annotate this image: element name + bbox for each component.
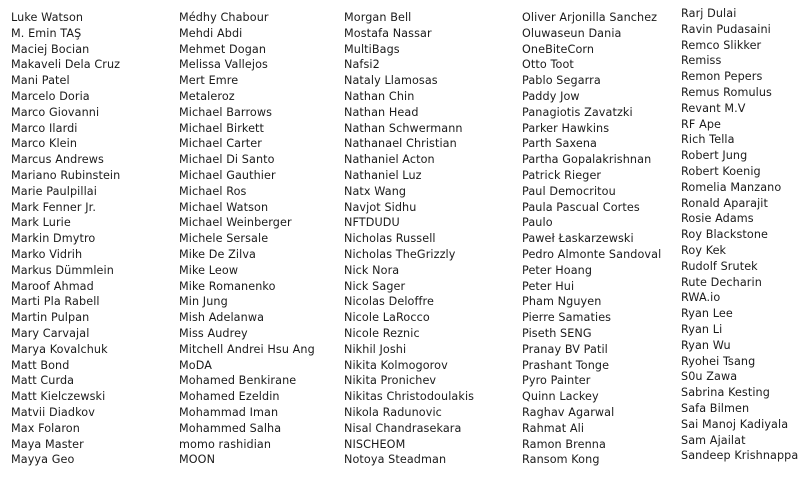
name-entry: Rarj Dulai — [681, 7, 737, 20]
name-entry: Roy Kek — [681, 243, 727, 257]
name-entry: Michael Gauthier — [179, 168, 276, 182]
name-entry: Oliver Arjonilla Sanchez — [522, 11, 658, 24]
name-entry: Pyro Painter — [522, 374, 591, 388]
name-entry: Nick Nora — [344, 263, 400, 277]
name-entry: Otto Toot — [522, 58, 574, 72]
name-entry: Panagiotis Zavatzki — [522, 105, 633, 119]
name-entry: Marya Kovalchuk — [11, 342, 108, 356]
name-entry: Melissa Vallejos — [179, 58, 268, 72]
name-entry: Nathan Head — [344, 105, 419, 119]
name-entry: Matt Curda — [11, 374, 75, 388]
name-entry: Maroof Ahmad — [11, 279, 94, 293]
name-entry: Ransom Kong — [522, 453, 600, 467]
name-entry: Parth Saxena — [522, 137, 597, 151]
name-entry: S0u Zawa — [681, 370, 738, 384]
name-entry: Médhy Chabour — [179, 11, 269, 24]
name-entry: Nick Sager — [344, 279, 406, 293]
names-column-1 — [11, 10, 120, 468]
name-entry: Mohammed Salha — [179, 421, 282, 435]
name-entry: Nataly Llamosas — [344, 74, 438, 88]
name-entry: Morgan Bell — [344, 11, 412, 24]
name-entry: Mark Lurie — [11, 216, 71, 230]
name-entry: Nicole Reznic — [344, 326, 420, 340]
name-entry: Maya Master — [11, 437, 84, 451]
name-entry: Mohamed Ezeldin — [179, 390, 280, 404]
name-entry: MOON — [179, 453, 216, 467]
name-entry: Nikola Radunovic — [344, 405, 442, 419]
name-entry: Miss Audrey — [179, 326, 248, 340]
name-entry: Marko Vidrih — [11, 247, 83, 261]
name-entry: Mohamed Benkirane — [179, 374, 297, 388]
name-entry: NISCHEOM — [344, 437, 406, 451]
name-entry: Ryohei Tsang — [681, 354, 756, 368]
name-entry: Nathaniel Luz — [344, 168, 422, 182]
name-entry: Patrick Rieger — [522, 168, 602, 182]
name-entry: Marco Ilardi — [11, 121, 78, 135]
name-entry: Pierre Samaties — [522, 311, 612, 325]
name-entry: Nathaniel Acton — [344, 153, 435, 167]
name-entry: Mohammad Iman — [179, 405, 279, 419]
name-entry: Nisal Chandrasekara — [344, 421, 462, 435]
names-column-5 — [681, 6, 798, 464]
name-entry: Michael Carter — [179, 137, 262, 151]
name-entry: Paweł Łaskarzewski — [522, 232, 634, 246]
name-entry: Sam Ajailat — [681, 433, 746, 447]
name-entry: Marie Paulpillai — [11, 184, 97, 198]
name-entry: Ryan Wu — [681, 338, 731, 352]
name-entry: Nathan Schwermann — [344, 121, 463, 135]
name-entry: Safa Bilmen — [681, 401, 750, 415]
name-entry: RWA.io — [681, 291, 721, 305]
name-entry: Ryan Lee — [681, 307, 733, 321]
names-column-3 — [344, 10, 474, 468]
name-entry: Rich Tella — [681, 133, 735, 147]
name-entry: Mehmet Dogan — [179, 42, 267, 56]
name-entry: Partha Gopalakrishnan — [522, 153, 652, 167]
name-entry: Makaveli Dela Cruz — [11, 58, 121, 72]
name-entry: Peter Hui — [522, 279, 575, 293]
name-entry: Michael Ros — [179, 184, 247, 198]
name-entry: Romelia Manzano — [681, 180, 782, 194]
name-entry: Nicolas Deloffre — [344, 295, 434, 309]
names-column-4 — [522, 10, 661, 468]
name-entry: Natx Wang — [344, 184, 407, 198]
name-entry: Mitchell Andrei Hsu Ang — [179, 342, 315, 356]
name-entry: Nikita Kolmogorov — [344, 358, 448, 372]
name-entry: Navjot Sidhu — [344, 200, 417, 214]
name-entry: Sai Manoj Kadiyala — [681, 417, 789, 431]
name-entry: Marti Pla Rabell — [11, 295, 100, 309]
name-entry: RF Ape — [681, 117, 722, 131]
name-entry: Ryan Li — [681, 322, 723, 336]
name-entry: Michael Watson — [179, 200, 269, 214]
name-entry: Michael Di Santo — [179, 153, 275, 167]
name-entry: Michele Sersale — [179, 232, 269, 246]
name-entry: Marco Giovanni — [11, 105, 100, 119]
name-entry: Michael Barrows — [179, 105, 273, 119]
name-entry: Mary Carvajal — [11, 326, 90, 340]
name-entry: Remus Romulus — [681, 85, 772, 99]
name-entry: Remco Slikker — [681, 38, 762, 52]
name-entry: Nikita Pronichev — [344, 374, 437, 388]
name-entry: Luke Watson — [11, 11, 84, 24]
name-entry: Michael Birkett — [179, 121, 265, 135]
name-entry: Matvii Diadkov — [11, 405, 95, 419]
name-entry: Quinn Lackey — [522, 390, 599, 404]
name-entry: Rahmat Ali — [522, 421, 585, 435]
name-entry: Markin Dmytro — [11, 232, 96, 246]
name-entry: M. Emin TAŞ — [11, 26, 82, 40]
name-entry: Markus Dümmlein — [11, 263, 114, 277]
name-entry: Mayya Geo — [11, 453, 75, 467]
name-entry: Prashant Tonge — [522, 358, 610, 372]
name-entry: MultiBags — [344, 42, 400, 56]
name-entry: Matt Bond — [11, 358, 70, 372]
name-entry: Paula Pascual Cortes — [522, 200, 640, 214]
name-entry: Pham Nguyen — [522, 295, 602, 309]
name-entry: Mish Adelanwa — [179, 311, 265, 325]
name-entry: Mike Romanenko — [179, 279, 276, 293]
name-entry: Paulo — [522, 216, 553, 230]
name-entry: Ravin Pudasaini — [681, 22, 771, 36]
name-entry: Max Folaron — [11, 421, 80, 435]
name-entry: Sandeep Krishnappa — [681, 449, 799, 463]
name-entry: Marcus Andrews — [11, 153, 104, 167]
name-entry: Mariano Rubinstein — [11, 168, 121, 182]
name-entry: Mehdi Abdi — [179, 26, 243, 40]
names-column-2 — [179, 10, 315, 468]
name-entry: Matt Kielczewski — [11, 390, 106, 404]
name-entry: Maciej Bocian — [11, 42, 90, 56]
name-entry: Raghav Agarwal — [522, 405, 615, 419]
name-entry: Nicholas Russell — [344, 232, 436, 246]
name-entry: Piseth SENG — [522, 326, 592, 340]
name-entry: Mike De Zilva — [179, 247, 256, 261]
name-entry: Notoya Steadman — [344, 453, 447, 467]
name-entry: Pablo Segarra — [522, 74, 601, 88]
name-entry: Oluwaseun Dania — [522, 26, 622, 40]
name-entry: Paul Democritou — [522, 184, 616, 198]
name-entry: Revant M.V — [681, 101, 746, 115]
name-entry: Ramon Brenna — [522, 437, 606, 451]
name-entry: NFTDUDU — [344, 216, 400, 230]
name-entry: Martin Pulpan — [11, 311, 90, 325]
name-entry: Marcelo Doria — [11, 89, 90, 103]
name-entry: Sabrina Kesting — [681, 386, 770, 400]
name-entry: Nathan Chin — [344, 89, 415, 103]
name-entry: Michael Weinberger — [179, 216, 292, 230]
name-entry: Nathanael Christian — [344, 137, 457, 151]
name-entry: Paddy Jow — [522, 89, 580, 103]
name-entry: Remiss — [681, 54, 722, 68]
name-entry: Roy Blackstone — [681, 228, 768, 242]
name-entry: Mostafa Nassar — [344, 26, 432, 40]
name-entry: OneBiteCorn — [522, 42, 595, 56]
name-entry: Nikhil Joshi — [344, 342, 407, 356]
name-entry: Nicholas TheGrizzly — [344, 247, 456, 261]
name-entry: Min Jung — [179, 295, 228, 309]
name-entry: Robert Jung — [681, 149, 748, 163]
name-entry: Pedro Almonte Sandoval — [522, 247, 662, 261]
name-entry: Robert Koenig — [681, 164, 761, 178]
name-entry: Nafsi2 — [344, 58, 380, 72]
name-entry: Nicole LaRocco — [344, 311, 430, 325]
name-entry: Rudolf Srutek — [681, 259, 758, 273]
name-entry: Mike Leow — [179, 263, 239, 277]
name-entry: Pranay BV Patil — [522, 342, 608, 356]
name-entry: MoDA — [179, 358, 212, 372]
name-entry: Parker Hawkins — [522, 121, 610, 135]
name-entry: Nikitas Christodoulakis — [344, 390, 475, 404]
name-entry: Peter Hoang — [522, 263, 593, 277]
name-entry: Mark Fenner Jr. — [11, 200, 96, 214]
name-entry: Ronald Aparajit — [681, 196, 768, 210]
name-entry: Metaleroz — [179, 89, 235, 103]
name-entry: Mert Emre — [179, 74, 239, 88]
name-entry: Remon Pepers — [681, 70, 763, 84]
name-entry: Rute Decharin — [681, 275, 762, 289]
name-entry: momo rashidian — [179, 437, 272, 451]
name-entry: Mani Patel — [11, 74, 70, 88]
name-entry: Rosie Adams — [681, 212, 754, 226]
name-entry: Marco Klein — [11, 137, 78, 151]
